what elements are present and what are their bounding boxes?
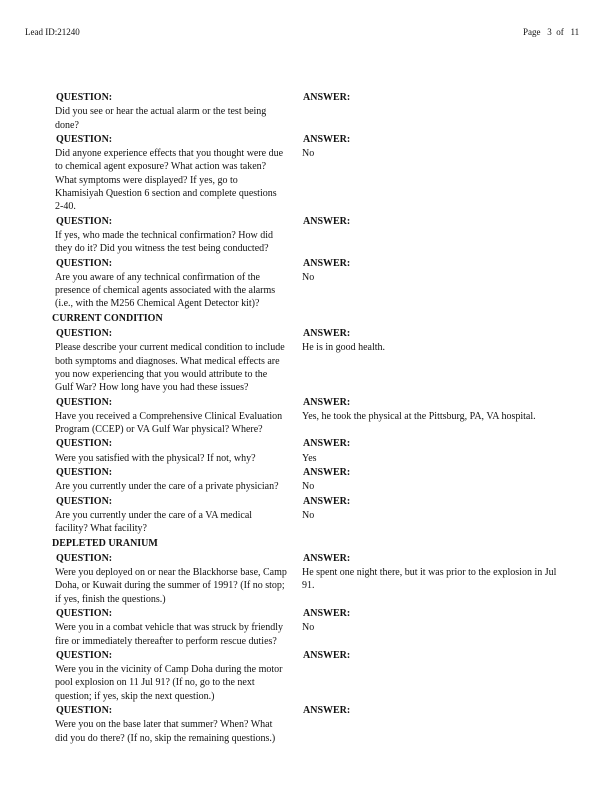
qa-item: [55, 327, 575, 394]
question-label: QUESTION:: [56, 495, 113, 507]
answer-label: ANSWER:: [303, 705, 351, 717]
answer: [302, 215, 562, 229]
qa-item: [55, 215, 575, 256]
answer-text: He is in good health.: [302, 342, 386, 354]
question-text: If yes, who made the technical confirmation? How did they do it? Did you witness the test being conducted?: [55, 229, 273, 255]
question-text: Were you in the vicinity of Camp Doha during the motor pool explosion on 11 Jul 91? (If no, go to the next question; if yes, skip the next question.): [55, 664, 283, 702]
question-label: QUESTION:: [56, 328, 113, 340]
question-label: QUESTION:: [56, 215, 113, 227]
question: [55, 215, 287, 256]
answer-text: No: [302, 481, 315, 493]
question-answer-list: [52, 91, 575, 746]
answer: [302, 495, 562, 523]
qa-item: [55, 396, 575, 437]
qa-item: [55, 133, 575, 214]
section-current-condition: CURRENT CONDITION: [52, 312, 163, 324]
answer-label: ANSWER:: [303, 215, 351, 227]
question: [55, 704, 287, 745]
page-number: Page 3 of 11: [523, 27, 580, 37]
question-text: Are you currently under the care of a VA medical facility? What facility?: [55, 509, 253, 535]
answer: [302, 704, 562, 718]
question-text: Were you in a combat vehicle that was struck by friendly fire or immediately thereafter to perform rescue duties?: [55, 622, 284, 647]
answer: [302, 607, 562, 635]
question-label: QUESTION:: [56, 92, 113, 103]
answer-label: ANSWER:: [303, 607, 351, 619]
qa-item: [55, 495, 575, 536]
question: [55, 495, 287, 536]
qa-item: [55, 437, 575, 465]
answer-text: He spent one night there, but it was prior to the explosion in Jul 91.: [302, 567, 557, 592]
question: [55, 649, 287, 703]
question-text: Did you see or hear the actual alarm or the test being done?: [55, 106, 267, 131]
question: [55, 91, 287, 132]
question: [55, 437, 287, 465]
question-label: QUESTION:: [56, 607, 113, 619]
question: [55, 396, 287, 437]
qa-item: [55, 466, 575, 494]
question-label: QUESTION:: [56, 438, 113, 450]
lead-id: Lead ID:21240: [25, 27, 80, 37]
question-label: QUESTION:: [56, 257, 113, 269]
question: [55, 327, 287, 394]
question-label: QUESTION:: [56, 705, 113, 717]
question-text: Were you deployed on or near the Blackhorse base, Camp Doha, or Kuwait during the summer of 1991? (If no stop; if yes, finish the questions.): [55, 567, 287, 605]
answer: [302, 649, 562, 663]
answer: [302, 437, 562, 465]
question: [55, 466, 287, 494]
answer-label: ANSWER:: [303, 552, 351, 564]
qa-item: [55, 607, 575, 648]
answer-label: ANSWER:: [303, 438, 351, 450]
question-text: Are you aware of any technical confirmation of the presence of chemical agents associated with the alarms (i.e., with the M256 Chemical Agent Detector kit)?: [55, 271, 276, 310]
question-text: Are you currently under the care of a private physician?: [55, 481, 279, 493]
section-depleted-uranium: DEPLETED URANIUM: [52, 537, 158, 549]
answer-label: ANSWER:: [303, 467, 351, 479]
question-label: QUESTION:: [56, 467, 113, 479]
answer-label: ANSWER:: [303, 133, 351, 145]
qa-item: [55, 704, 575, 745]
answer: [302, 257, 562, 285]
answer: [302, 552, 562, 593]
qa-item: [55, 257, 575, 311]
answer: [302, 396, 562, 424]
answer: [302, 133, 562, 161]
qa-item: [55, 552, 575, 606]
question-text: Were you on the base later that summer? When? What did you do there? (If no, skip the remaining questions.): [55, 719, 276, 744]
answer: [302, 91, 562, 105]
question: [55, 552, 287, 606]
question-label: QUESTION:: [56, 552, 113, 564]
answer-text: No: [302, 148, 315, 160]
answer: [302, 466, 562, 494]
answer-text: No: [302, 622, 315, 634]
question-text: Have you received a Comprehensive Clinical Evaluation Program (CCEP) or VA Gulf War physical? Where?: [55, 410, 283, 436]
question-label: QUESTION:: [56, 649, 113, 661]
answer-label: ANSWER:: [303, 495, 351, 507]
answer-label: ANSWER:: [303, 92, 351, 103]
answer-label: ANSWER:: [303, 328, 351, 340]
question-label: QUESTION:: [56, 396, 113, 408]
answer-label: ANSWER:: [303, 396, 351, 408]
question-text: Did anyone experience effects that you thought were due to chemical agent exposure? What action was taken? What symptoms were displayed? If yes, go to Khamisiyah Question 6 section and complete questions 2-40.: [55, 148, 284, 213]
qa-item: [55, 649, 575, 703]
answer-text: No: [302, 271, 315, 283]
answer-text: No: [302, 509, 315, 521]
question: [55, 257, 287, 311]
answer-text: Yes: [302, 452, 317, 464]
question: [55, 607, 287, 648]
answer-label: ANSWER:: [303, 257, 351, 269]
answer: [302, 327, 562, 355]
qa-item: [55, 91, 575, 132]
question-text: Were you satisfied with the physical? If not, why?: [55, 452, 256, 464]
answer-text: Yes, he took the physical at the Pittsburg, PA, VA hospital.: [302, 410, 536, 422]
question: [55, 133, 287, 214]
question-text: Please describe your current medical condition to include both symptoms and diagnoses. What medical effects are you now experiencing that you would attribute to the Gulf War? How long have you had these issues?: [55, 342, 285, 394]
answer-label: ANSWER:: [303, 649, 351, 661]
question-label: QUESTION:: [56, 133, 113, 145]
